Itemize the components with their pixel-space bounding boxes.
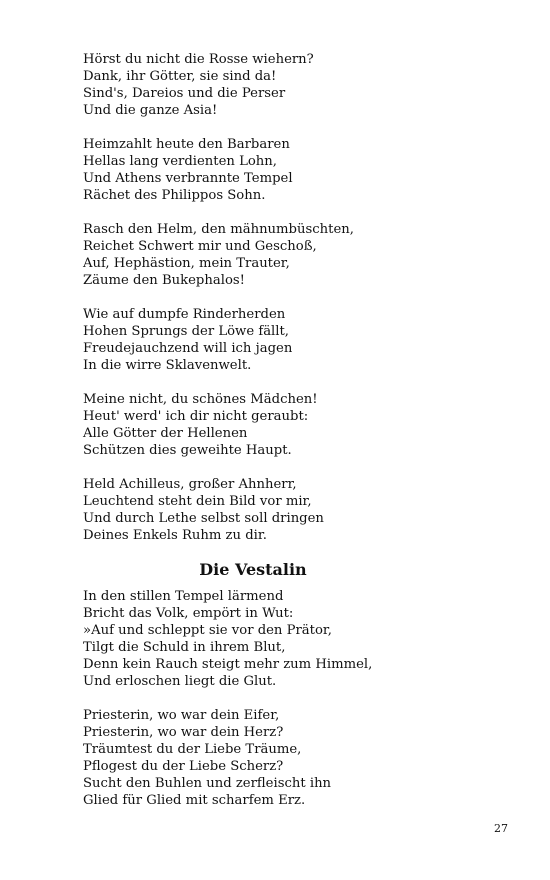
verse-line: Und Athens verbrannte Tempel [83,171,293,186]
poem-alexander [83,51,503,544]
poem-vestalin [83,588,503,809]
verse-line: Dank, ihr Götter, sie sind da! [83,69,277,84]
verse-line: Glied für Glied mit scharfem Erz. [83,793,306,808]
page-content [83,51,503,809]
verse-line: Reichet Schwert mir und Geschoß, [83,239,317,254]
verse-line: Held Achilleus, großer Ahnherr, [83,477,297,492]
stanza-1 [83,588,503,690]
verse-line: Heimzahlt heute den Barbaren [83,137,290,152]
verse-line: Deines Enkels Ruhm zu dir. [83,528,267,543]
verse-line: Und erloschen liegt die Glut. [83,674,277,689]
verse-line: Alle Götter der Hellenen [83,426,248,441]
verse-line: Hörst du nicht die Rosse wiehern? [83,52,314,67]
verse-line: Und die ganze Asia! [83,103,218,118]
verse-line: Bricht das Volk, empört in Wut: [83,606,294,621]
verse-line: In die wirre Sklavenwelt. [83,358,252,373]
verse-line: Auf, Hephästion, mein Trauter, [83,256,290,271]
stanza-5 [83,391,503,459]
verse-line: Freudejauchzend will ich jagen [83,341,293,356]
verse-line: Meine nicht, du schönes Mädchen! [83,392,318,407]
poem-title: Die Vestalin [199,560,307,579]
verse-line: Denn kein Rauch steigt mehr zum Himmel, [83,657,373,672]
verse-line: Träumtest du der Liebe Träume, [83,742,302,757]
verse-line: Pflogest du der Liebe Scherz? [83,759,284,774]
verse-line: Heut' werd' ich dir nicht geraubt: [83,409,309,424]
verse-line: In den stillen Tempel lärmend [83,589,284,604]
verse-line: Priesterin, wo war dein Herz? [83,725,284,740]
stanza-2 [83,136,503,204]
verse-line: Hohen Sprungs der Löwe fällt, [83,324,289,339]
verse-line: Rächet des Philippos Sohn. [83,188,266,203]
stanza-4 [83,306,503,374]
verse-line: Sind's, Dareios und die Perser [83,86,286,101]
verse-line: Zäume den Bukephalos! [83,273,245,288]
verse-line: Und durch Lethe selbst soll dringen [83,511,324,526]
verse-line: »Auf und schleppt sie vor den Prätor, [83,623,332,638]
stanza-1 [83,51,503,119]
verse-line: Hellas lang verdienten Lohn, [83,154,277,169]
verse-line: Leuchtend steht dein Bild vor mir, [83,494,312,509]
verse-line: Rasch den Helm, den mähnumbüschten, [83,222,354,237]
stanza-3 [83,221,503,289]
verse-line: Tilgt die Schuld in ihrem Blut, [83,640,286,655]
stanza-6 [83,476,503,544]
verse-line: Schützen dies geweihte Haupt. [83,443,292,458]
verse-line: Wie auf dumpfe Rinderherden [83,307,286,322]
verse-line: Sucht den Buhlen und zerfleischt ihn [83,776,332,791]
verse-line: Priesterin, wo war dein Eifer, [83,708,280,723]
stanza-2 [83,707,503,809]
page-number: 27 [494,822,508,835]
